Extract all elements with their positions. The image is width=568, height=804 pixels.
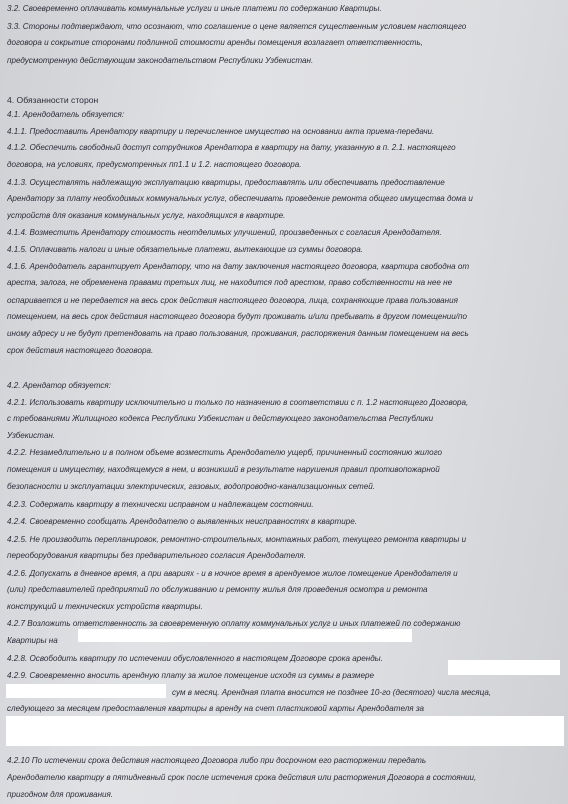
redaction-block [448,660,560,675]
clause-4-2-1-line-3: Узбекистан. [7,431,56,440]
clause-4-2-2-line-3: безопасности и эксплуатации электрических, газовых, водопроводно-канализационных сетей. [7,482,376,491]
clause-4-2-2-line-1: 4.2.2. Незамедлительно и в полном объеме возместить Арендодателю ущерб, причиненный состоянию жилого [7,448,442,457]
redaction-block [6,716,564,746]
clause-4-2-10-line-1: 4.2.10 По истечении срока действия настоящего Договора либо при досрочном его расторжении передать [7,756,427,765]
clause-4-2-4: 4.2.4. Своевременно сообщать Арендодателю о выявленных неисправностях в квартире. [7,517,357,526]
clause-4-2-9-line-2: сум в месяц. Арендная плата вносится не позднее 10-го (десятого) числа месяца, [172,688,492,697]
clause-4-2-10-line-2: Арендодателю квартиру в пятидневный срок после истечения срока действия или расторжения Договора в состоянии, [7,773,477,782]
clause-4-2-10-line-3: пригодном для проживания. [7,790,114,799]
clause-4-2-8: 4.2.8. Освободить квартиру по истечении обусловленного в настоящем Договоре срока аренды. [7,654,383,663]
clause-3-3-line-2: договора и сокрытие сторонами подлинной стоимости аренды помещения возлагает ответственность, [7,38,424,47]
clause-3-3-line-1: 3.3. Стороны подтверждают, что осознают, что соглашение о цене является существенным условием настоящего [7,22,467,31]
clause-3-3-line-3: предусмотренную действующим законодательством Республики Узбекистан. [7,56,314,65]
clause-4-1-3-line-3: устройств для оказания коммунальных услуг, находящихся в квартире. [7,211,286,220]
clause-4-1-6-line-5: иному адресу и не будут претендовать на право пользования, проживания, распоряжения данным помещением на весь [7,329,469,338]
clause-4-2-1-line-1: 4.2.1. Использовать квартиру исключительно и только по назначению в соответствии с п. 1.2 настоящего Договора, [7,398,469,407]
clause-4-1-1: 4.1.1. Предоставить Арендатору квартиру и перечисленное имущество на основании акта приема-передачи. [7,127,435,136]
clause-4-1-6-line-4: помещением, на весь срок действия настоящего договора будут проживать и/или пребывать в другом помещении/по [7,312,468,321]
clause-4-2-6-line-1: 4.2.6. Допускать в дневное время, а при авариях - и в ночное время в арендуемое жилое помещение Арендодателя и [7,569,458,578]
clause-4-2-1-line-2: с требованиями Жилищного кодекса Республики Узбекистан и действующего законодательства Республики [7,414,434,423]
redaction-block [78,629,412,642]
clause-4-1-6-line-1: 4.1.6. Арендодатель гарантирует Арендатору, что на дату заключения настоящего договора, квартира свободна от [7,262,470,271]
clause-4-2-9-line-1: 4.2.9. Своевременно вносить арендную плату за жилое помещение исходя из суммы в размере [7,671,374,680]
clause-4-2-2-line-2: помещения и имуществу, находящемуся в нем, и возникший в результате нарушения правил противопожарной [7,465,440,474]
clause-4-2-7-line-1: 4.2.7 Возложить ответственность за своевременную оплату коммунальных услуг и иных платежей по содержанию [7,619,461,628]
clause-3-2: 3.2. Своевременно оплачивать коммунальные услуги и иные платежи по содержанию Квартиры. [7,4,382,13]
clause-4-2-5-line-1: 4.2.5. Не производить перепланировок, ремонтно-строительных, монтажных работ, текущего ремонта квартиры и [7,535,467,544]
clause-4-2: 4.2. Арендатор обязуется: [7,381,111,390]
clause-4-2-3: 4.2.3. Содержать квартиру в технически исправном и надлежащем состоянии. [7,500,314,509]
clause-4-2-6-line-3: конструкций и технических устройств квартиры. [7,602,203,611]
clause-4-1-2-line-2: договора, на условиях, предусмотренных пп1.1 и 1.2. настоящего договора. [7,160,302,169]
clause-4-1-3-line-1: 4.1.3. Осуществлять надлежащую эксплуатацию квартиры, предоставлять или обеспечивать предоставление [7,178,445,187]
clause-4-2-9-line-3: следующего за месяцем предоставления квартиры в аренду на счет пластиковой карты Арендодателя за [7,704,425,713]
clause-4-1-3-line-2: Арендатору за плату необходимых коммунальных услуг, обеспечивать проведение ремонта общего имущества дома и [7,194,473,203]
clause-4-1-6-line-3: оспаривается и не передается на весь срок действия настоящего договора, лица, сохраняющие права пользования [7,296,458,305]
clause-4-1-6-line-6: срок действия настоящего договора. [7,346,154,355]
clause-4-2-7-line-2: Квартиры на [7,636,58,645]
clause-4-1-6-line-2: ареста, залога, не обременена правами третьих лиц, не находится под арестом, право собственности на нее не [7,278,453,287]
clause-4-2-6-line-2: (или) представителей предприятий по обслуживанию и ремонту жилья для проведения осмотра и ремонта [7,585,428,594]
section-4-heading: 4. Обязанности сторон [7,95,99,105]
redaction-block [6,684,166,698]
clause-4-1-2-line-1: 4.1.2. Обеспечить свободный доступ сотрудников Арендатора в квартиру на дату, указанную в п. 2.1. настоящего [7,143,456,152]
clause-4-1-5: 4.1.5. Оплачивать налоги и иные обязательные платежи, вытекающие из суммы договора. [7,245,363,254]
clause-4-2-5-line-2: переоборудования квартиры без предварительного согласия Арендодателя. [7,551,306,560]
clause-4-1-4: 4.1.4. Возместить Арендатору стоимость неотделимых улучшений, произведенных с согласия Арендодателя. [7,228,442,237]
clause-4-1: 4.1. Арендодатель обязуется: [7,110,125,119]
